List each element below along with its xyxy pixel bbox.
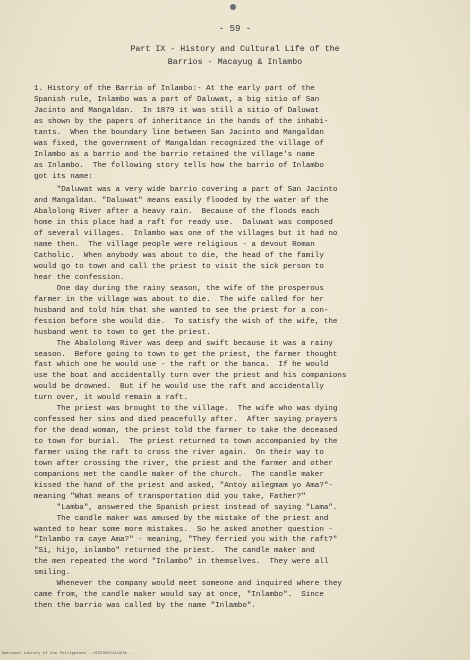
text-line: to town for burial. The priest returned to town accompanied by the [34, 438, 338, 446]
paragraph [34, 503, 454, 580]
heading-line: Barrios - Macayug & Inlambo [167, 57, 303, 67]
text-line: tants. When the boundary line between San Jacinto and Mangaldan [34, 128, 324, 137]
text-line: Spanish rule, Inlambo was a part of Daluwat, a big sitio of San [34, 95, 320, 104]
text-line: companions met the candle maker of the church. The candle maker [34, 470, 324, 479]
paragraph [34, 185, 454, 283]
text-line: got its name: [34, 172, 93, 181]
paragraph [34, 84, 454, 182]
text-line: town after crossing the river, the priest and the farmer and other [34, 459, 333, 468]
text-line: Abalolong River after a heavy rain. Because of the floods each [34, 208, 320, 217]
text-line: home in this place had a raft for ready use. Daluwat was composed [34, 219, 333, 228]
paragraph [34, 579, 454, 612]
document-body [34, 84, 454, 612]
text-line: fession before she would die. To satisfy the wish of the wife, the [34, 317, 338, 326]
text-line: The Abalolong River was deep and swift because it was a rainy [34, 339, 333, 348]
section-heading [0, 44, 470, 69]
text-line: wanted to hear some more mistakes. So he asked another question - [34, 525, 333, 534]
heading-line: Part IX - History and Cultural Life of the [130, 45, 340, 54]
text-line: use the boat and accidentally turn over the priest and his companions [34, 372, 347, 381]
text-line: hear the confession. [34, 273, 125, 282]
text-line: was fixed, the government of Mangaldan recognized the village of [34, 139, 324, 148]
text-line: of several villages. Inlambo was one of the villages but it had no [34, 230, 338, 239]
text-line: Whenever the company would meet someone and inquired where they [34, 580, 342, 589]
text-line: would go to town and call the priest to visit the sick person to [34, 263, 324, 271]
text-line: would be drowned. But if he would use the raft and accidentally [34, 383, 324, 392]
text-line: One day during the rainy season, the wife of the prosperous [34, 284, 324, 293]
text-line: kissed the hand of the priest and asked, "Antoy ailegmam yo Ama?"- [34, 481, 333, 490]
text-line: season. Before going to town to get the priest, the farmer thought [34, 350, 338, 359]
text-line: The candle maker was amused by the mistake of the priest and [34, 514, 329, 523]
text-line: the men repeated the word "Inlambo" in themselves. They were all [34, 558, 329, 567]
text-line: confessed her sins and died peacefully after. After saying prayers [34, 416, 338, 425]
text-line: and Mangaldan. "Daluwat" means easily flooded by the water of the [34, 197, 329, 206]
text-line: husband went to town to get the priest. [34, 328, 211, 337]
punch-hole-mark [230, 4, 236, 10]
paragraph [34, 284, 454, 339]
page-number: - 59 - [218, 24, 252, 34]
text-line: "Daluwat was a very wide barrio covering a part of San Jacinto [34, 186, 338, 195]
text-line: fast which one he would use - the raft or the banca. If he would [34, 361, 329, 370]
text-line: meaning "What means of transportation did you take, Father?" [34, 492, 306, 501]
text-line: as Inlambo. The following story tells how the barrio of Inlambo [34, 161, 324, 170]
text-line: smiling. [34, 569, 71, 578]
text-line: came from, the candle maker would say at once, "Inlambo". Since [34, 591, 324, 600]
text-line: farmer in the village was about to die. The wife called for her [34, 295, 324, 304]
text-line: Catholic. When anybody was about to die, the head of the family [34, 252, 324, 261]
text-line: "Inlambo ra caye Ama?" - meaning, "They ferried you with the raft?" [34, 536, 338, 545]
paragraph [34, 404, 454, 502]
text-line: Inlambo as a barrio and the barrio retained the village's name [34, 150, 315, 159]
text-line: Jacinto and Mangaldan. In 1879 it was still a sitio of Daluwat [34, 106, 320, 115]
footer-note: National Library of the Philippines - HISTORICALDATA... [2, 652, 135, 656]
text-line: husband and told him that she wanted to see the priest for a con- [34, 306, 329, 315]
text-line: name then. The village people were religious - a devout Roman [34, 241, 315, 250]
text-line: The priest was brought to the village. The wife who was dying [34, 405, 338, 414]
text-line: "Lamba", answered the Spanish priest instead of saying "Lama". [34, 503, 338, 512]
text-line: "Si, hijo, inlambo" returned the priest. The candle maker and [34, 547, 315, 556]
text-line: turn over, it would remain a raft. [34, 394, 188, 403]
text-line: 1. History of the Barrio of Inlambo:- At the early part of the [34, 85, 315, 93]
paragraph [34, 339, 454, 405]
text-line: for the dead woman, the priest told the farmer to take the deceased [34, 427, 338, 436]
text-line: then the barrio was called by the name "Inlambo". [34, 602, 256, 611]
text-line: as shown by the papers of inheritance in the hands of the inhabi- [34, 117, 329, 126]
text-line: farmer using the raft to cross the river again. On their way to [34, 448, 324, 457]
